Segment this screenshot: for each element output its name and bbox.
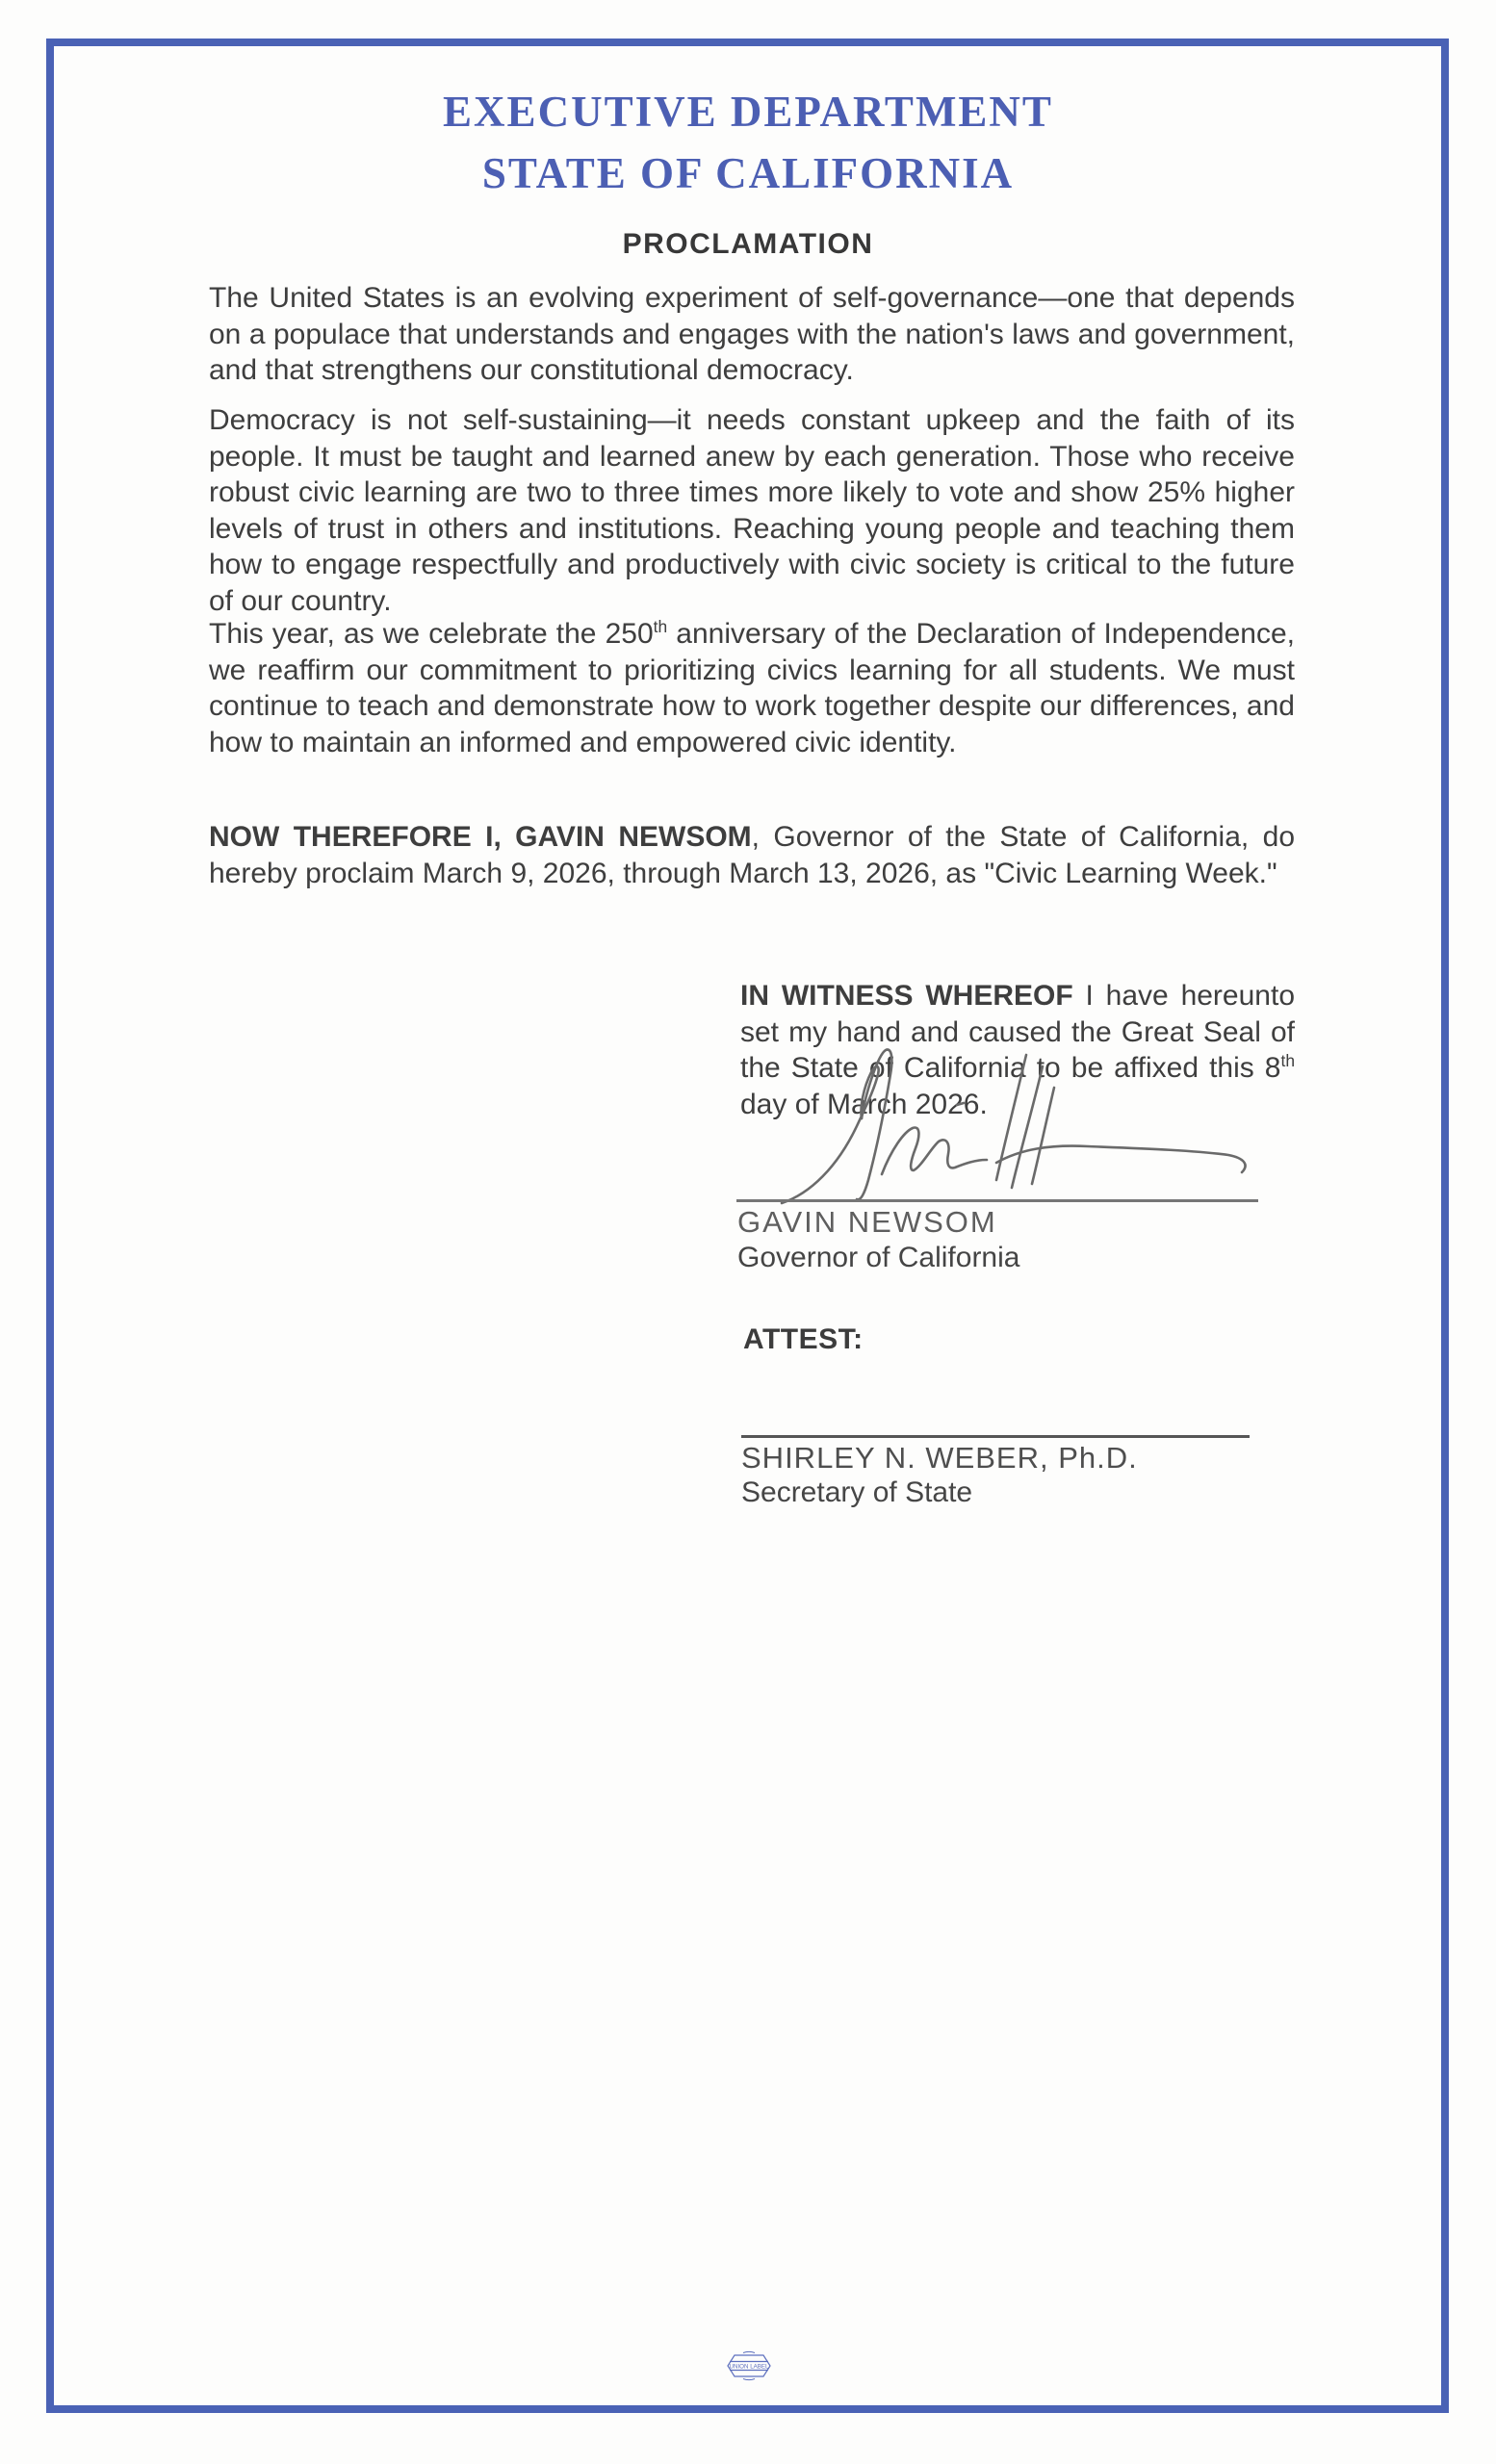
- proclamation-clause: [209, 819, 1295, 891]
- letterhead-state: STATE OF CALIFORNIA: [481, 149, 1015, 197]
- letterhead: [0, 81, 1496, 204]
- governor-title: Governor of California: [737, 1242, 1020, 1273]
- governor-signature-line: [736, 1199, 1258, 1202]
- witness-clause-text-continued: day of March 2026.: [740, 1088, 988, 1120]
- secretary-name: SHIRLEY N. WEBER, Ph.D.: [741, 1441, 1138, 1475]
- letterhead-department: EXECUTIVE DEPARTMENT: [443, 88, 1053, 136]
- attest-label: ATTEST:: [743, 1323, 864, 1355]
- witness-clause-bold: IN WITNESS WHEREOF: [740, 980, 1073, 1012]
- paragraph-2: Democracy is not self-sustaining—it needs constant upkeep and the faith of its people. It must be taught and learned anew by each generation. Those who receive robust civic learning are two to three times more likely to vote and show 25% higher levels of trust in others and institutions. Reaching young people and teaching them how to engage respectfully and productively with civic society is critical to the future of our country.: [209, 404, 1295, 617]
- ordinal-superscript: th: [1280, 1051, 1295, 1070]
- governor-name: GAVIN NEWSOM: [737, 1205, 997, 1239]
- union-label-stamp: [724, 2350, 774, 2381]
- paragraph-3-text: This year, as we celebrate the 250: [209, 618, 654, 650]
- secretary-signature-line: [741, 1435, 1250, 1438]
- proclamation-clause-text: , Governor of the State of California, do hereby proclaim March 9, 2026, through March 13, 2026, as "Civic Learning Week.": [209, 821, 1296, 889]
- governor-signature-handwriting: [768, 1047, 1271, 1213]
- secretary-title: Secretary of State: [741, 1476, 973, 1508]
- ordinal-superscript: th: [653, 617, 668, 636]
- paragraph-3-text-continued: anniversary of the Declaration of Independence, we reaffirm our commitment to prioritizing civics learning for all students. We must continue to teach and demonstrate how to work together despite our differences, and how to maintain an informed and empowered civic identity.: [209, 618, 1295, 758]
- union-label-text: UNION LABEL: [729, 2363, 769, 2371]
- proclamation-clause-bold: NOW THEREFORE I, GAVIN NEWSOM: [209, 821, 752, 853]
- paragraph-1: The United States is an evolving experiment of self-governance—one that depends on a populace that understands and engages with the nation's laws and government, and that strengthens our constitutional democracy.: [209, 282, 1295, 386]
- proclamation-title: PROCLAMATION: [622, 228, 874, 260]
- paragraph-3: [209, 616, 1295, 760]
- witness-clause-text: I have hereunto set my hand and caused the Great Seal of the State of California to be affixed this 8: [740, 980, 1295, 1084]
